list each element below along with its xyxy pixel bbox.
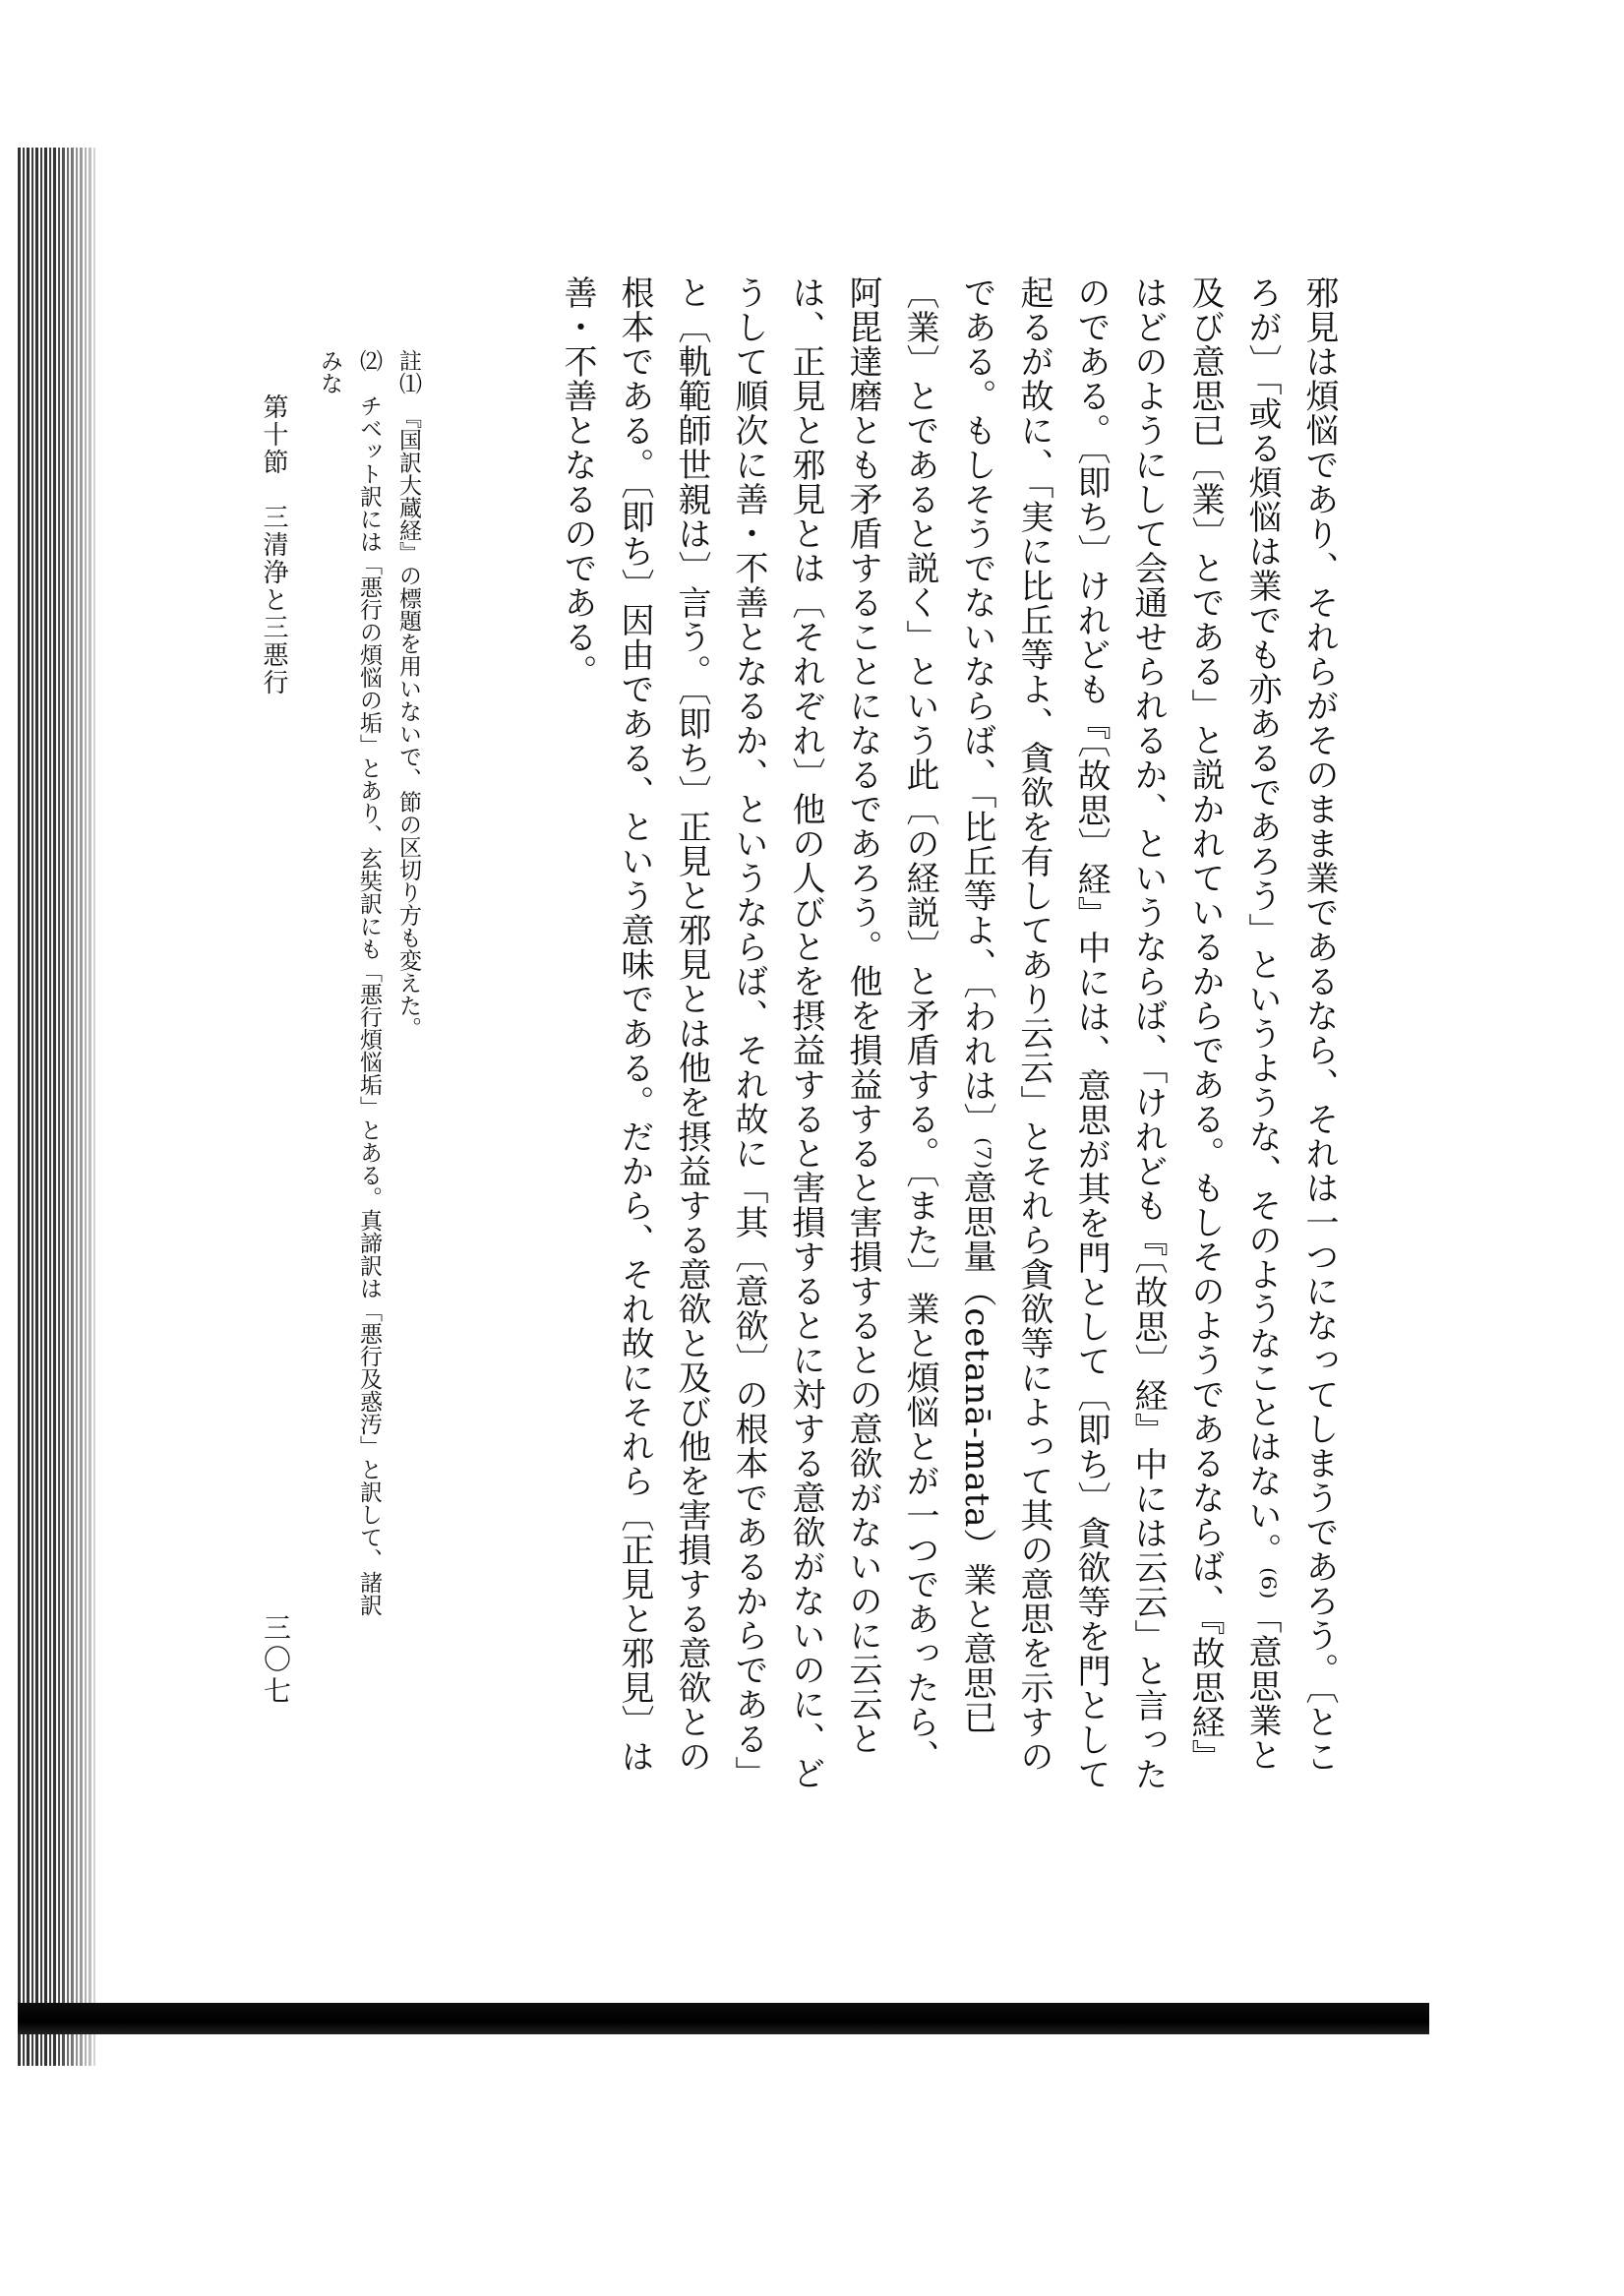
book-bottom-edge — [18, 2003, 1429, 2034]
footnote-2: ⑵ チベット訳には「悪行の煩悩の垢」とあり、玄奘訳にも「悪行煩悩垢」とある。真諦訳は「悪行及惑汚」と訳して、諸訳みな — [317, 349, 382, 1616]
section-title: 第十節 三清浄と三悪行 — [259, 393, 288, 696]
main-text — [549, 275, 1348, 1800]
main-paragraph: 邪見は煩悩であり、それらがそのまま業であるなら、それは一つになってしまうであろう。〔ところが〕「或る煩悩は業でも亦あるであろう」というような、そのようなことはない。⁽⁶⁾「意思業と及び意思已〔業〕とである」と説かれているからである。もしそのようであるならば、『故思経』はどのようにして会通せられるか、というならば、「けれども『〔故思〕経』中には云云」と言ったのである。〔即ち〕けれども『〔故思〕経』中には、意思が其を門として〔即ち〕貪欲等を門として起るが故に、「実に比丘等よ、貪欲を有してあり云云」とそれら貪欲等によって其の意思を示すのである。もしそうでないならば、「比丘等よ、〔われは〕⁽⁷⁾意思量（cetanā-mata）業と意思已〔業〕とであると説く」という此〔の経説〕と矛盾する。〔また〕業と煩悩とが一つであったら、阿毘達磨とも矛盾することになるであろう。他を損益すると害損するとの意欲がないのに云云とは、正見と邪見とは〔それぞれ〕他の人びとを摂益すると害損するとに対する意欲がないのに、どうして順次に善・不善となるか、というならば、それ故に「其〔意欲〕の根本であるからである」と〔軌範師世親は〕言う。〔即ち〕正見と邪見とは他を摂益する意欲と及び他を害損する意欲との根本である。〔即ち〕因由である、という意味である。だから、それ故にそれら〔正見と邪見〕は善・不善となるのである。 — [558, 275, 1339, 1791]
spine-shadow — [54, 148, 98, 2066]
footnote-1: 註⑴ 『国訳大蔵経』の標題を用いないで、節の区切り方も変えた。 — [395, 349, 421, 1040]
book-page — [98, 207, 1495, 1977]
footnotes — [310, 349, 428, 1628]
page-number: 三〇七 — [260, 1613, 292, 1708]
